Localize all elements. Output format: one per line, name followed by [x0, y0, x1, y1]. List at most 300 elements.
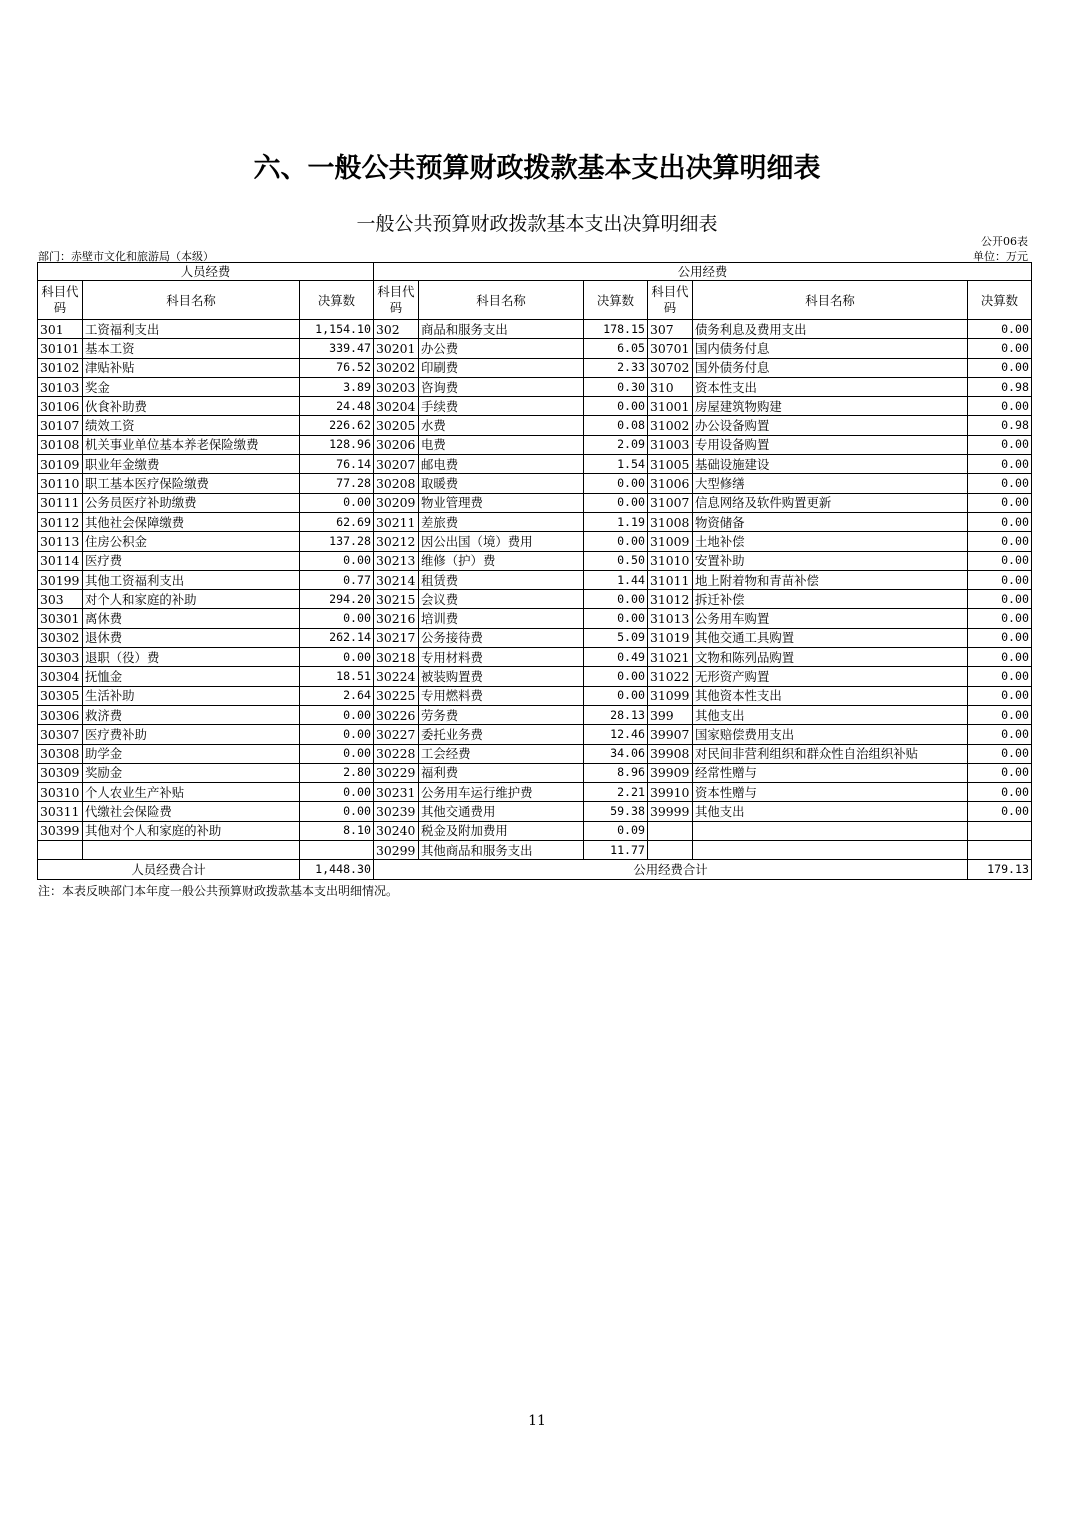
subject-code: 30205 — [374, 416, 419, 435]
subject-code: 30226 — [374, 705, 419, 724]
subject-code: 30208 — [374, 474, 419, 493]
subject-name: 机关事业单位基本养老保险缴费 — [83, 435, 300, 454]
subject-name: 印刷费 — [419, 358, 584, 377]
subject-name: 水费 — [419, 416, 584, 435]
subject-name — [83, 841, 300, 860]
subject-name: 代缴社会保险费 — [83, 802, 300, 821]
subject-name: 工资福利支出 — [83, 320, 300, 339]
subject-code — [38, 841, 83, 860]
amount-value: 62.69 — [300, 512, 374, 531]
subject-code: 31001 — [648, 397, 693, 416]
amount-value: 0.00 — [300, 648, 374, 667]
subject-name: 差旅费 — [419, 512, 584, 531]
subject-name: 国外债务付息 — [693, 358, 968, 377]
subject-name: 拆迁补偿 — [693, 590, 968, 609]
subject-name: 其他对个人和家庭的补助 — [83, 821, 300, 840]
amount-value: 0.00 — [968, 570, 1032, 589]
amount-value: 0.98 — [968, 416, 1032, 435]
amount-value: 0.00 — [300, 705, 374, 724]
subject-code: 30212 — [374, 532, 419, 551]
amount-value: 77.28 — [300, 474, 374, 493]
table-row — [38, 493, 1032, 512]
subject-code: 31008 — [648, 512, 693, 531]
subject-name: 国内债务付息 — [693, 339, 968, 358]
amount-value: 76.14 — [300, 455, 374, 474]
subject-code: 31002 — [648, 416, 693, 435]
subject-code: 399 — [648, 705, 693, 724]
subject-name: 职工基本医疗保险缴费 — [83, 474, 300, 493]
totals-row — [38, 860, 1032, 879]
subject-code: 30112 — [38, 512, 83, 531]
amount-value: 178.15 — [584, 320, 648, 339]
personnel-total-value: 1,448.30 — [300, 860, 374, 879]
amount-value: 8.10 — [300, 821, 374, 840]
amount-value: 0.00 — [968, 358, 1032, 377]
amount-value: 0.00 — [968, 802, 1032, 821]
subject-name: 地上附着物和青苗补偿 — [693, 570, 968, 589]
subject-name: 因公出国（境）费用 — [419, 532, 584, 551]
subject-code: 30114 — [38, 551, 83, 570]
subject-name: 奖励金 — [83, 763, 300, 782]
table-row — [38, 667, 1032, 686]
subject-code: 30299 — [374, 841, 419, 860]
table-row — [38, 397, 1032, 416]
amount-value: 0.00 — [584, 590, 648, 609]
amount-value: 0.00 — [968, 455, 1032, 474]
amount-value: 226.62 — [300, 416, 374, 435]
subject-code: 30217 — [374, 628, 419, 647]
amount-value: 2.33 — [584, 358, 648, 377]
subject-name: 手续费 — [419, 397, 584, 416]
group-header-row — [38, 263, 1032, 281]
amount-value: 34.06 — [584, 744, 648, 763]
table-row — [38, 841, 1032, 860]
subject-code — [648, 821, 693, 840]
subject-name: 委托业务费 — [419, 725, 584, 744]
table-row — [38, 725, 1032, 744]
subject-code: 30109 — [38, 455, 83, 474]
subject-name: 职业年金缴费 — [83, 455, 300, 474]
subject-name: 国家赔偿费用支出 — [693, 725, 968, 744]
subject-code: 30199 — [38, 570, 83, 589]
subject-name: 救济费 — [83, 705, 300, 724]
subject-name: 对民间非营利组织和群众性自治组织补贴 — [693, 744, 968, 763]
table-row — [38, 358, 1032, 377]
amount-value: 0.00 — [584, 609, 648, 628]
subject-code: 30308 — [38, 744, 83, 763]
amount-value: 8.96 — [584, 763, 648, 782]
subject-code: 30108 — [38, 435, 83, 454]
subject-code: 30306 — [38, 705, 83, 724]
subject-name: 其他交通工具购置 — [693, 628, 968, 647]
subject-code: 31022 — [648, 667, 693, 686]
amount-value: 0.00 — [968, 648, 1032, 667]
subject-name: 对个人和家庭的补助 — [83, 590, 300, 609]
subject-name: 劳务费 — [419, 705, 584, 724]
subject-code: 30103 — [38, 377, 83, 396]
table-row — [38, 551, 1032, 570]
subject-code: 31021 — [648, 648, 693, 667]
subject-name: 取暖费 — [419, 474, 584, 493]
table-row — [38, 783, 1032, 802]
subject-code: 30111 — [38, 493, 83, 512]
subject-name: 维修（护）费 — [419, 551, 584, 570]
subject-code: 310 — [648, 377, 693, 396]
subject-code: 30202 — [374, 358, 419, 377]
subject-code — [648, 841, 693, 860]
amount-value: 0.00 — [968, 783, 1032, 802]
amount-value: 0.00 — [968, 763, 1032, 782]
expenditure-detail-table — [37, 262, 1032, 880]
amount-value: 0.30 — [584, 377, 648, 396]
amount-value: 5.09 — [584, 628, 648, 647]
col-header-code: 科目代 码 — [374, 281, 419, 320]
subject-name: 退职（役）费 — [83, 648, 300, 667]
subject-name: 住房公积金 — [83, 532, 300, 551]
amount-value: 1.54 — [584, 455, 648, 474]
amount-value: 6.05 — [584, 339, 648, 358]
amount-value: 18.51 — [300, 667, 374, 686]
subject-name: 信息网络及软件购置更新 — [693, 493, 968, 512]
subject-code: 30102 — [38, 358, 83, 377]
subject-name: 公务接待费 — [419, 628, 584, 647]
amount-value: 2.80 — [300, 763, 374, 782]
col-header-name: 科目名称 — [693, 281, 968, 320]
table-row — [38, 744, 1032, 763]
subject-name: 资本性赠与 — [693, 783, 968, 802]
subject-name: 助学金 — [83, 744, 300, 763]
table-row — [38, 705, 1032, 724]
amount-value: 0.00 — [584, 474, 648, 493]
table-number: 公开06表 — [981, 235, 1028, 248]
subject-code: 31011 — [648, 570, 693, 589]
subject-name: 公务用车运行维护费 — [419, 783, 584, 802]
table-row — [38, 339, 1032, 358]
subject-name: 咨询费 — [419, 377, 584, 396]
amount-value: 0.00 — [968, 609, 1032, 628]
amount-value: 0.00 — [300, 783, 374, 802]
subject-code: 30309 — [38, 763, 83, 782]
amount-value: 0.00 — [968, 512, 1032, 531]
subject-name: 工会经费 — [419, 744, 584, 763]
subject-name: 基本工资 — [83, 339, 300, 358]
subject-code: 307 — [648, 320, 693, 339]
subject-code: 31099 — [648, 686, 693, 705]
subject-code: 30311 — [38, 802, 83, 821]
subject-name: 物业管理费 — [419, 493, 584, 512]
subject-code: 30305 — [38, 686, 83, 705]
amount-value: 2.21 — [584, 783, 648, 802]
subject-name: 离休费 — [83, 609, 300, 628]
subject-name: 津贴补贴 — [83, 358, 300, 377]
subject-name — [693, 821, 968, 840]
amount-value: 0.77 — [300, 570, 374, 589]
subject-name: 绩效工资 — [83, 416, 300, 435]
table-row — [38, 821, 1032, 840]
subject-name: 其他商品和服务支出 — [419, 841, 584, 860]
amount-value: 12.46 — [584, 725, 648, 744]
subject-code: 30107 — [38, 416, 83, 435]
public-total-label: 公用经费合计 — [374, 860, 968, 879]
unit-label: 单位：万元 — [973, 250, 1028, 263]
amount-value: 137.28 — [300, 532, 374, 551]
subject-name: 其他支出 — [693, 802, 968, 821]
subject-code: 30239 — [374, 802, 419, 821]
subject-code: 30206 — [374, 435, 419, 454]
subject-name: 办公费 — [419, 339, 584, 358]
subject-name: 大型修缮 — [693, 474, 968, 493]
amount-value: 0.00 — [968, 474, 1032, 493]
amount-value: 1,154.10 — [300, 320, 374, 339]
table-row — [38, 532, 1032, 551]
subject-name: 福利费 — [419, 763, 584, 782]
amount-value: 0.00 — [968, 320, 1032, 339]
table-row — [38, 590, 1032, 609]
amount-value: 0.00 — [584, 532, 648, 551]
subject-code: 30113 — [38, 532, 83, 551]
subject-code: 30216 — [374, 609, 419, 628]
subject-name: 邮电费 — [419, 455, 584, 474]
amount-value: 0.00 — [584, 493, 648, 512]
amount-value: 3.89 — [300, 377, 374, 396]
subject-code: 30301 — [38, 609, 83, 628]
amount-value: 0.49 — [584, 648, 648, 667]
amount-value: 0.00 — [968, 435, 1032, 454]
col-header-name: 科目名称 — [83, 281, 300, 320]
subject-code: 31010 — [648, 551, 693, 570]
amount-value: 0.00 — [968, 725, 1032, 744]
public-group-header: 公用经费 — [374, 263, 1032, 281]
table-row — [38, 416, 1032, 435]
subject-name: 基础设施建设 — [693, 455, 968, 474]
col-header-amount: 决算数 — [968, 281, 1032, 320]
subject-code: 30304 — [38, 667, 83, 686]
table-row — [38, 686, 1032, 705]
amount-value: 262.14 — [300, 628, 374, 647]
subject-code: 31012 — [648, 590, 693, 609]
subject-code: 30399 — [38, 821, 83, 840]
subject-name: 专用材料费 — [419, 648, 584, 667]
subject-name: 医疗费 — [83, 551, 300, 570]
amount-value: 0.00 — [300, 609, 374, 628]
personnel-group-header: 人员经费 — [38, 263, 374, 281]
amount-value: 0.00 — [968, 551, 1032, 570]
subject-code: 30215 — [374, 590, 419, 609]
subject-code: 30213 — [374, 551, 419, 570]
subject-name: 专用燃料费 — [419, 686, 584, 705]
subject-name: 无形资产购置 — [693, 667, 968, 686]
subject-name: 税金及附加费用 — [419, 821, 584, 840]
subject-code: 39909 — [648, 763, 693, 782]
subject-code: 30303 — [38, 648, 83, 667]
subject-code: 30204 — [374, 397, 419, 416]
subject-code: 30218 — [374, 648, 419, 667]
table-subtitle: 一般公共预算财政拨款基本支出决算明细表 — [356, 213, 718, 235]
col-header-code: 科目代 码 — [38, 281, 83, 320]
subject-code: 31005 — [648, 455, 693, 474]
amount-value: 0.00 — [300, 744, 374, 763]
subject-name: 经常性赠与 — [693, 763, 968, 782]
page-title: 六、一般公共预算财政拨款基本支出决算明细表 — [253, 153, 821, 184]
subject-code: 30702 — [648, 358, 693, 377]
subject-code: 30227 — [374, 725, 419, 744]
amount-value: 0.00 — [584, 397, 648, 416]
amount-value: 0.00 — [584, 686, 648, 705]
subject-name: 被装购置费 — [419, 667, 584, 686]
subject-name: 文物和陈列品购置 — [693, 648, 968, 667]
amount-value — [968, 841, 1032, 860]
subject-name: 安置补助 — [693, 551, 968, 570]
table-row — [38, 455, 1032, 474]
subject-code: 302 — [374, 320, 419, 339]
amount-value: 24.48 — [300, 397, 374, 416]
subject-code: 30110 — [38, 474, 83, 493]
table-row — [38, 435, 1032, 454]
subject-code: 30211 — [374, 512, 419, 531]
subject-code: 30224 — [374, 667, 419, 686]
subject-name: 其他支出 — [693, 705, 968, 724]
subject-name: 退休费 — [83, 628, 300, 647]
amount-value: 28.13 — [584, 705, 648, 724]
subject-code: 31019 — [648, 628, 693, 647]
subject-code: 30231 — [374, 783, 419, 802]
subject-code: 39907 — [648, 725, 693, 744]
amount-value: 0.00 — [968, 339, 1032, 358]
amount-value: 11.77 — [584, 841, 648, 860]
subject-code: 30229 — [374, 763, 419, 782]
amount-value: 0.98 — [968, 377, 1032, 396]
subject-code: 39999 — [648, 802, 693, 821]
amount-value: 2.09 — [584, 435, 648, 454]
amount-value: 0.00 — [968, 744, 1032, 763]
table-row — [38, 474, 1032, 493]
amount-value: 0.00 — [968, 686, 1032, 705]
amount-value: 0.00 — [300, 551, 374, 570]
subject-name: 奖金 — [83, 377, 300, 396]
amount-value: 0.00 — [300, 725, 374, 744]
amount-value: 0.00 — [968, 628, 1032, 647]
table-row — [38, 609, 1032, 628]
amount-value: 1.44 — [584, 570, 648, 589]
subject-name: 个人农业生产补贴 — [83, 783, 300, 802]
subject-name: 伙食补助费 — [83, 397, 300, 416]
subject-name: 电费 — [419, 435, 584, 454]
amount-value — [968, 821, 1032, 840]
amount-value: 0.09 — [584, 821, 648, 840]
subject-code: 39910 — [648, 783, 693, 802]
col-header-name: 科目名称 — [419, 281, 584, 320]
amount-value: 0.00 — [300, 493, 374, 512]
col-header-amount: 决算数 — [584, 281, 648, 320]
amount-value: 2.64 — [300, 686, 374, 705]
col-header-code: 科目代 码 — [648, 281, 693, 320]
subject-code: 30302 — [38, 628, 83, 647]
table-row — [38, 377, 1032, 396]
amount-value: 0.00 — [968, 705, 1032, 724]
subject-code: 31003 — [648, 435, 693, 454]
subject-code: 30209 — [374, 493, 419, 512]
subject-code: 30207 — [374, 455, 419, 474]
subject-code: 31013 — [648, 609, 693, 628]
amount-value: 128.96 — [300, 435, 374, 454]
subject-code: 30310 — [38, 783, 83, 802]
subject-name: 公务员医疗补助缴费 — [83, 493, 300, 512]
subject-code: 39908 — [648, 744, 693, 763]
subject-code: 30106 — [38, 397, 83, 416]
subject-code: 30225 — [374, 686, 419, 705]
subject-name: 物资储备 — [693, 512, 968, 531]
table-row — [38, 570, 1032, 589]
subject-name: 其他交通费用 — [419, 802, 584, 821]
subject-code: 30201 — [374, 339, 419, 358]
subject-name: 其他资本性支出 — [693, 686, 968, 705]
amount-value: 0.50 — [584, 551, 648, 570]
table-row — [38, 320, 1032, 339]
subject-name: 租赁费 — [419, 570, 584, 589]
table-row — [38, 802, 1032, 821]
amount-value: 1.19 — [584, 512, 648, 531]
page-number: 11 — [528, 1413, 546, 1429]
subject-name: 其他工资福利支出 — [83, 570, 300, 589]
amount-value — [300, 841, 374, 860]
subject-name: 债务利息及费用支出 — [693, 320, 968, 339]
subject-code: 31007 — [648, 493, 693, 512]
subject-code: 30214 — [374, 570, 419, 589]
table-row — [38, 628, 1032, 647]
subject-name: 土地补偿 — [693, 532, 968, 551]
table-row — [38, 648, 1032, 667]
table-note: 注：本表反映部门本年度一般公共预算财政拨款基本支出明细情况。 — [38, 884, 399, 898]
subject-name: 公务用车购置 — [693, 609, 968, 628]
amount-value: 0.00 — [968, 397, 1032, 416]
subject-name: 商品和服务支出 — [419, 320, 584, 339]
subject-code: 31006 — [648, 474, 693, 493]
subject-code: 31009 — [648, 532, 693, 551]
personnel-total-label: 人员经费合计 — [38, 860, 300, 879]
subject-name — [693, 841, 968, 860]
subject-code: 30240 — [374, 821, 419, 840]
subject-name: 医疗费补助 — [83, 725, 300, 744]
amount-value: 0.08 — [584, 416, 648, 435]
subject-name: 生活补助 — [83, 686, 300, 705]
amount-value: 0.00 — [968, 493, 1032, 512]
subject-code: 303 — [38, 590, 83, 609]
subject-name: 抚恤金 — [83, 667, 300, 686]
subject-name: 专用设备购置 — [693, 435, 968, 454]
subject-code: 30307 — [38, 725, 83, 744]
department-label: 部门：赤壁市文化和旅游局（本级） — [38, 250, 214, 263]
subject-code: 30701 — [648, 339, 693, 358]
amount-value: 0.00 — [968, 590, 1032, 609]
subject-code: 30203 — [374, 377, 419, 396]
subject-code: 301 — [38, 320, 83, 339]
subject-name: 办公设备购置 — [693, 416, 968, 435]
amount-value: 0.00 — [584, 667, 648, 686]
col-header-amount: 决算数 — [300, 281, 374, 320]
table-row — [38, 512, 1032, 531]
amount-value: 294.20 — [300, 590, 374, 609]
subject-name: 资本性支出 — [693, 377, 968, 396]
amount-value: 76.52 — [300, 358, 374, 377]
subject-name: 会议费 — [419, 590, 584, 609]
amount-value: 339.47 — [300, 339, 374, 358]
subject-code: 30228 — [374, 744, 419, 763]
subject-name: 其他社会保障缴费 — [83, 512, 300, 531]
public-total-value: 179.13 — [968, 860, 1032, 879]
subject-name: 培训费 — [419, 609, 584, 628]
amount-value: 59.38 — [584, 802, 648, 821]
column-header-row — [38, 281, 1032, 320]
